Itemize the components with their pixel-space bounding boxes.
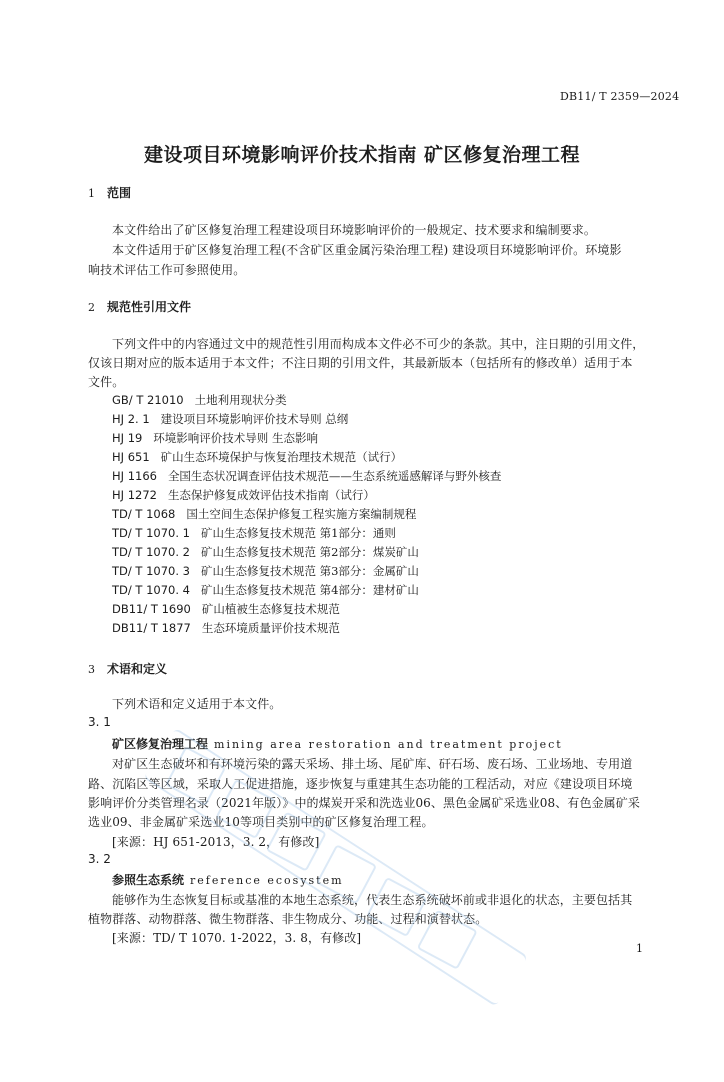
section-number: 3 xyxy=(88,663,95,676)
reference-item xyxy=(112,487,375,503)
reference-title: 矿山植被生态修复技术规范 xyxy=(201,602,340,616)
term-definition-line-3: 影响评价分类管理名录（2021年版）》中的煤炭开采和洗选业06、黑色金属矿采选业08、有色金属矿采 xyxy=(88,796,640,810)
section-1-heading xyxy=(88,184,131,201)
section-title: 术语和定义 xyxy=(107,662,168,676)
reference-code: HJ 19 xyxy=(112,431,143,445)
term-definition-line-2: 植物群落、动物群落、微生物群落、非生物成分、功能、过程和演替状态。 xyxy=(88,912,488,926)
scope-paragraph-2-line-2: 响技术评估工作可参照使用。 xyxy=(88,263,246,277)
term-definition-line-2: 路、沉陷区等区域，采取人工促进措施，逐步恢复与重建其生态功能的工程活动，对应《建设项目环境 xyxy=(88,777,633,791)
term-name: 矿区修复治理工程 xyxy=(112,737,209,751)
term-heading xyxy=(112,871,344,888)
normative-intro-line-2: 仅该日期对应的版本适用于本文件；不注日期的引用文件，其最新版本（包括所有的修改单）适用于本 xyxy=(88,356,633,370)
reference-item xyxy=(112,563,419,579)
term-definition-line-1: 对矿区生态破坏和有环境污染的露天采场、排土场、尾矿库、矸石场、废石场、工业场地、专用道 xyxy=(112,757,633,771)
term-definition-line-1: 能够作为生态恢复目标或基准的本地生态系统，代表生态系统破坏前或非退化的状态，主要包括其 xyxy=(112,893,633,907)
section-3-heading xyxy=(88,660,167,677)
term-english: reference ecosystem xyxy=(190,874,344,887)
reference-title: 土地利用现状分类 xyxy=(194,393,287,407)
reference-code: TD/ T 1070. 3 xyxy=(112,564,190,578)
term-definition-line-4: 选业09、非金属矿采选业10等项目类别中的矿区修复治理工程。 xyxy=(88,815,434,829)
reference-item xyxy=(112,620,340,636)
reference-code: DB11/ T 1690 xyxy=(112,602,191,616)
reference-item xyxy=(112,449,402,465)
reference-item xyxy=(112,468,501,484)
reference-title: 生态环境质量评价技术规范 xyxy=(201,621,340,635)
reference-title: 全国生态状况调查评估技术规范——生态系统遥感解译与野外核查 xyxy=(167,469,502,483)
reference-code: TD/ T 1068 xyxy=(112,507,176,521)
reference-title: 国土空间生态保护修复工程实施方案编制规程 xyxy=(186,507,417,521)
reference-item xyxy=(112,525,396,541)
reference-code: HJ 1166 xyxy=(112,469,157,483)
section-number: 1 xyxy=(88,187,95,200)
reference-title: 矿山生态修复技术规范 第4部分：建材矿山 xyxy=(200,583,419,597)
section-title: 规范性引用文件 xyxy=(107,300,192,314)
term-source: [来源：TD/ T 1070. 1-2022，3. 8，有修改] xyxy=(112,931,362,945)
reference-code: TD/ T 1070. 2 xyxy=(112,545,190,559)
scope-paragraph-2-line-1: 本文件适用于矿区修复治理工程(不含矿区重金属污染治理工程) 建设项目环境影响评价。环境影 xyxy=(112,243,622,257)
normative-intro-line-1: 下列文件中的内容通过文中的规范性引用而构成本文件必不可少的条款。其中，注日期的引用文件， xyxy=(112,337,645,351)
reference-item xyxy=(112,582,419,598)
reference-item xyxy=(112,411,348,427)
reference-code: TD/ T 1070. 4 xyxy=(112,583,190,597)
reference-title: 矿山生态修复技术规范 第1部分：通则 xyxy=(200,526,396,540)
reference-code: HJ 651 xyxy=(112,450,150,464)
reference-item xyxy=(112,430,318,446)
reference-title: 矿山生态修复技术规范 第3部分：金属矿山 xyxy=(200,564,419,578)
section-number: 2 xyxy=(88,301,95,314)
reference-item xyxy=(112,506,416,522)
page-number: 1 xyxy=(636,942,643,955)
reference-title: 生态保护修复成效评估技术指南（试行） xyxy=(167,488,375,502)
reference-code: DB11/ T 1877 xyxy=(112,621,191,635)
reference-code: HJ 2. 1 xyxy=(112,412,150,426)
standard-number: DB11/ T 2359—2024 xyxy=(560,90,680,103)
document-title: 建设项目环境影响评价技术指南 矿区修复治理工程 xyxy=(143,144,581,166)
reference-title: 环境影响评价技术导则 生态影响 xyxy=(153,431,318,445)
term-source: [来源：HJ 651-2013，3. 2，有修改] xyxy=(112,835,320,849)
normative-intro-line-3: 文件。 xyxy=(88,375,125,389)
term-heading xyxy=(112,735,563,752)
reference-code: TD/ T 1070. 1 xyxy=(112,526,190,540)
reference-code: GB/ T 21010 xyxy=(112,393,184,407)
term-english: mining area restoration and treatment project xyxy=(214,738,563,751)
reference-title: 矿山生态修复技术规范 第2部分：煤炭矿山 xyxy=(200,545,419,559)
reference-code: HJ 1272 xyxy=(112,488,157,502)
term-name: 参照生态系统 xyxy=(112,873,185,887)
reference-item xyxy=(112,601,340,617)
term-number: 3. 2 xyxy=(88,852,111,866)
term-number: 3. 1 xyxy=(88,715,111,729)
scope-paragraph-1: 本文件给出了矿区修复治理工程建设项目环境影响评价的一般规定、技术要求和编制要求。 xyxy=(112,223,597,237)
reference-title: 建设项目环境影响评价技术导则 总纲 xyxy=(160,412,349,426)
section-2-heading xyxy=(88,298,191,315)
terms-intro: 下列术语和定义适用于本文件。 xyxy=(112,697,282,711)
reference-title: 矿山生态环境保护与恢复治理技术规范（试行） xyxy=(160,450,403,464)
reference-item xyxy=(112,392,287,408)
reference-item xyxy=(112,544,419,560)
section-title: 范围 xyxy=(107,186,132,200)
